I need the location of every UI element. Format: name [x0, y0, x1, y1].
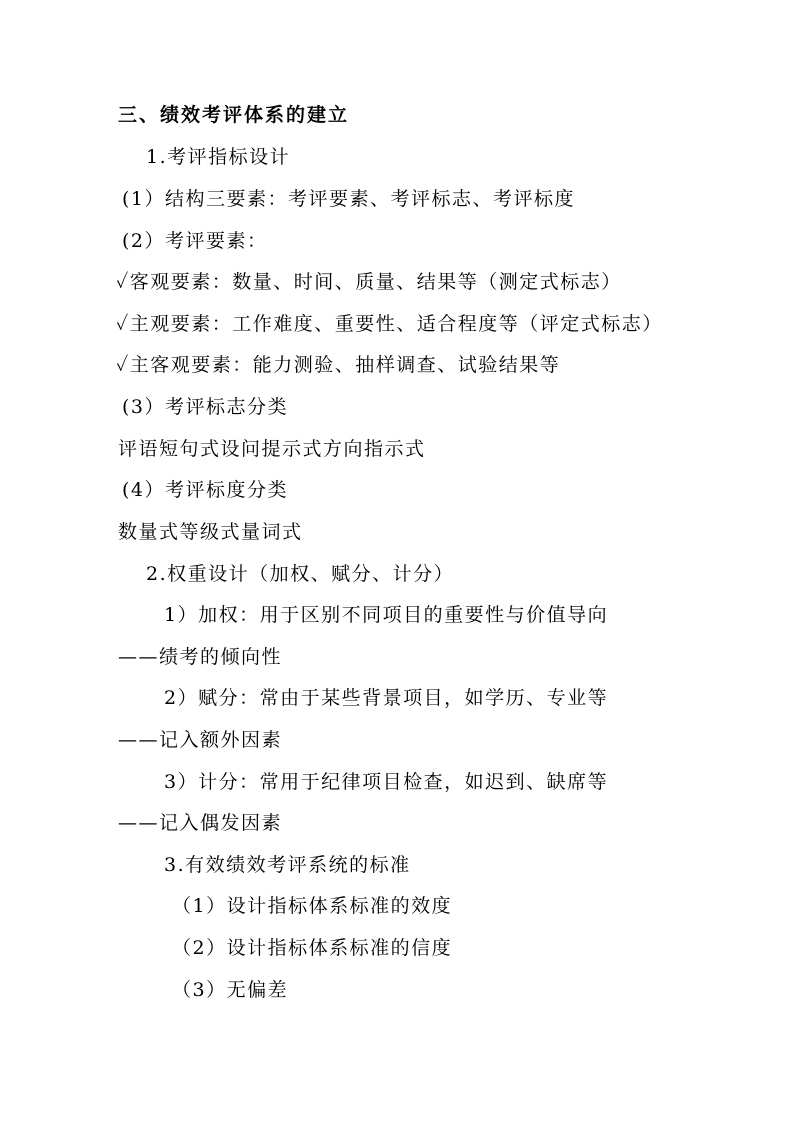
list-item: 1）加权：用于区别不同项目的重要性与价值导向: [164, 604, 609, 626]
list-item: (4）考评标度分类: [122, 479, 289, 501]
body-text: 数量式等级式量词式: [118, 521, 303, 543]
body-text: ——记入额外因素: [118, 729, 283, 751]
list-item: （2）设计指标体系标准的信度: [172, 937, 453, 959]
body-text: 评语短句式设问提示式方向指示式: [118, 438, 426, 460]
checked-item: ✓主客观要素：能力测验、抽样调查、试验结果等: [116, 354, 561, 376]
subsection-title: 2.权重设计（加权、赋分、计分）: [146, 563, 455, 585]
list-item: 3）计分：常用于纪律项目检查，如迟到、缺席等: [164, 771, 609, 793]
subsection-title: 1.考评指标设计: [146, 146, 291, 168]
checked-item: ✓主观要素：工作难度、重要性、适合程度等（评定式标志）: [116, 313, 663, 335]
list-item: （1）设计指标体系标准的效度: [172, 895, 453, 917]
list-item: (3）考评标志分类: [122, 396, 289, 418]
list-item: （3）无偏差: [172, 979, 289, 1001]
body-text: ——记入偶发因素: [118, 812, 283, 834]
list-item: 2）赋分：常由于某些背景项目，如学历、专业等: [164, 687, 609, 709]
section-heading: 三、绩效考评体系的建立: [118, 104, 350, 126]
list-item: (1）结构三要素：考评要素、考评标志、考评标度: [122, 188, 576, 210]
subsection-title: 3.有效绩效考评系统的标准: [164, 854, 411, 876]
list-item: (2）考评要素：: [122, 230, 268, 252]
checked-item: ✓客观要素：数量、时间、质量、结果等（测定式标志）: [116, 271, 622, 293]
body-text: ——绩考的倾向性: [118, 646, 283, 668]
